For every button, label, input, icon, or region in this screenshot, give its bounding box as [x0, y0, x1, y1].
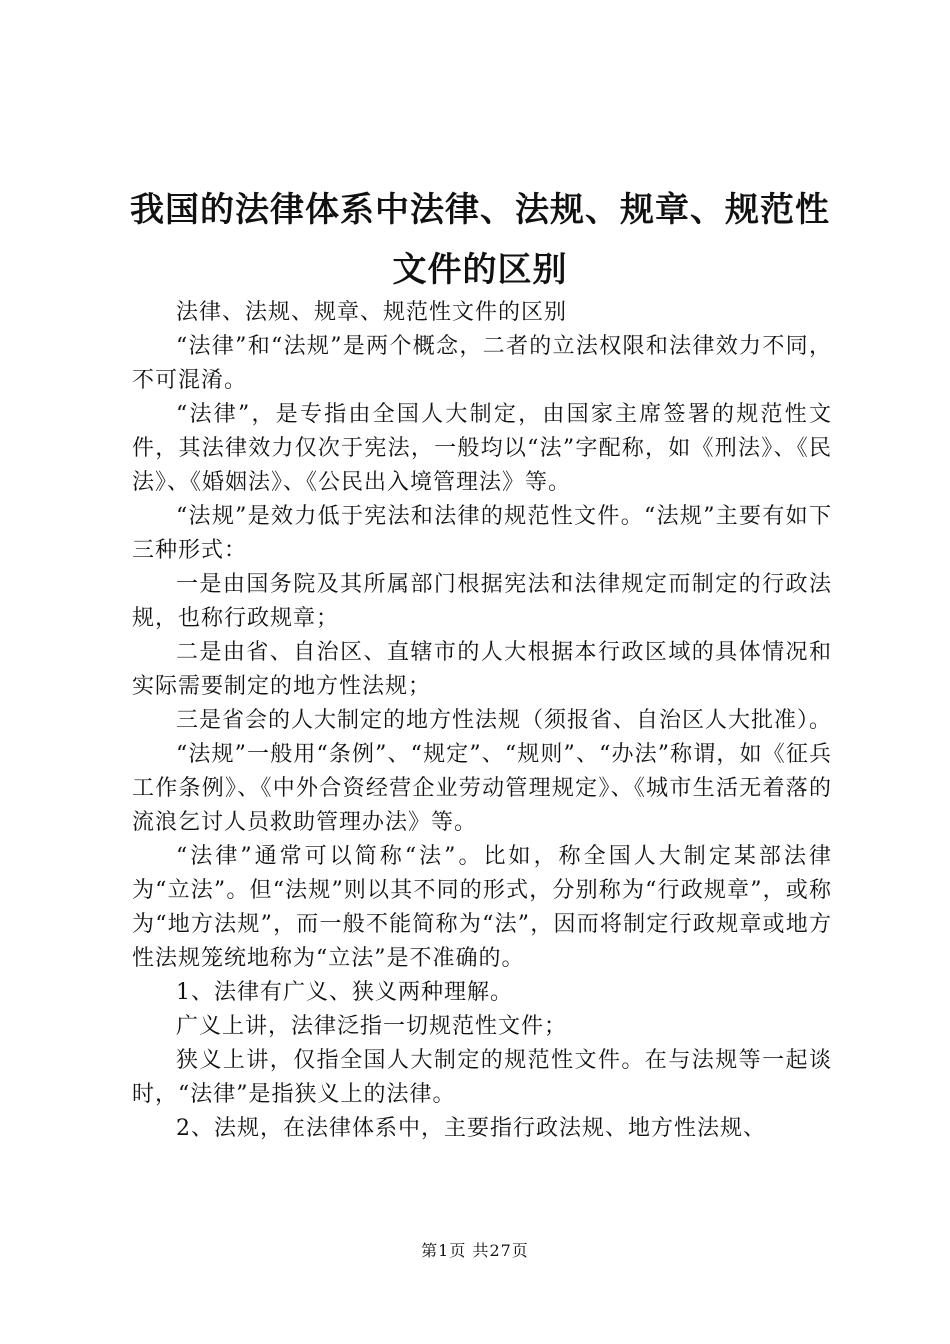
paragraph: 三是省会的人大制定的地方性法规（须报省、自治区人大批准）。 — [176, 708, 833, 733]
paragraph: 二是由省、自治区、直辖市的人大根据本行政区域的具体情况和实际需要制定的地方性法规； — [132, 640, 832, 699]
paragraph: 1、法律有广义、狭义两种理解。 — [176, 980, 513, 1005]
paragraph: “法规”是效力低于宪法和法律的规范性文件。“法规”主要有如下三种形式： — [132, 504, 832, 563]
paragraph: 狭义上讲，仅指全国人大制定的规范性文件。在与法规等一起谈时，“法律”是指狭义上的法律。 — [132, 1048, 832, 1107]
document-title — [120, 180, 840, 300]
document-body — [132, 296, 832, 1146]
page-number: 第1页 共27页 — [421, 1241, 529, 1260]
page-footer — [0, 1240, 950, 1262]
paragraph: “法律”，是专指由全国人大制定，由国家主席签署的规范性文件，其法律效力仅次于宪法，一般均以“法”字配称，如《刑法》、《民法》、《婚姻法》、《公民出入境管理法》等。 — [132, 402, 832, 495]
paragraph: 一是由国务院及其所属部门根据宪法和法律规定而制定的行政法规，也称行政规章； — [132, 572, 832, 631]
paragraph-subtitle: 法律、法规、规章、规范性文件的区别 — [176, 300, 568, 325]
paragraph: “法律”通常可以简称“法”。比如，称全国人大制定某部法律为“立法”。但“法规”则以其不同的形式，分别称为“行政规章”，或称为“地方法规”，而一般不能简称为“法”，因而将制定行政规章或地方性法规笼统地称为“立法”是不准确的。 — [132, 844, 832, 971]
paragraph: “法律”和“法规”是两个概念，二者的立法权限和法律效力不同，不可混淆。 — [132, 334, 832, 393]
paragraph: 广义上讲，法律泛指一切规范性文件； — [176, 1014, 568, 1039]
paragraph: “法规”一般用“条例”、“规定”、“规则”、“办法”称谓，如《征兵工作条例》、《中外合资经营企业劳动管理规定》、《城市生活无着落的流浪乞讨人员救助管理办法》等。 — [132, 742, 832, 835]
title-line-1: 我国的法律体系中法律、法规、规章、规范性 — [130, 190, 830, 230]
paragraph: 2、法规，在法律体系中，主要指行政法规、地方性法规、 — [176, 1116, 766, 1141]
title-line-2: 文件的区别 — [392, 250, 568, 290]
